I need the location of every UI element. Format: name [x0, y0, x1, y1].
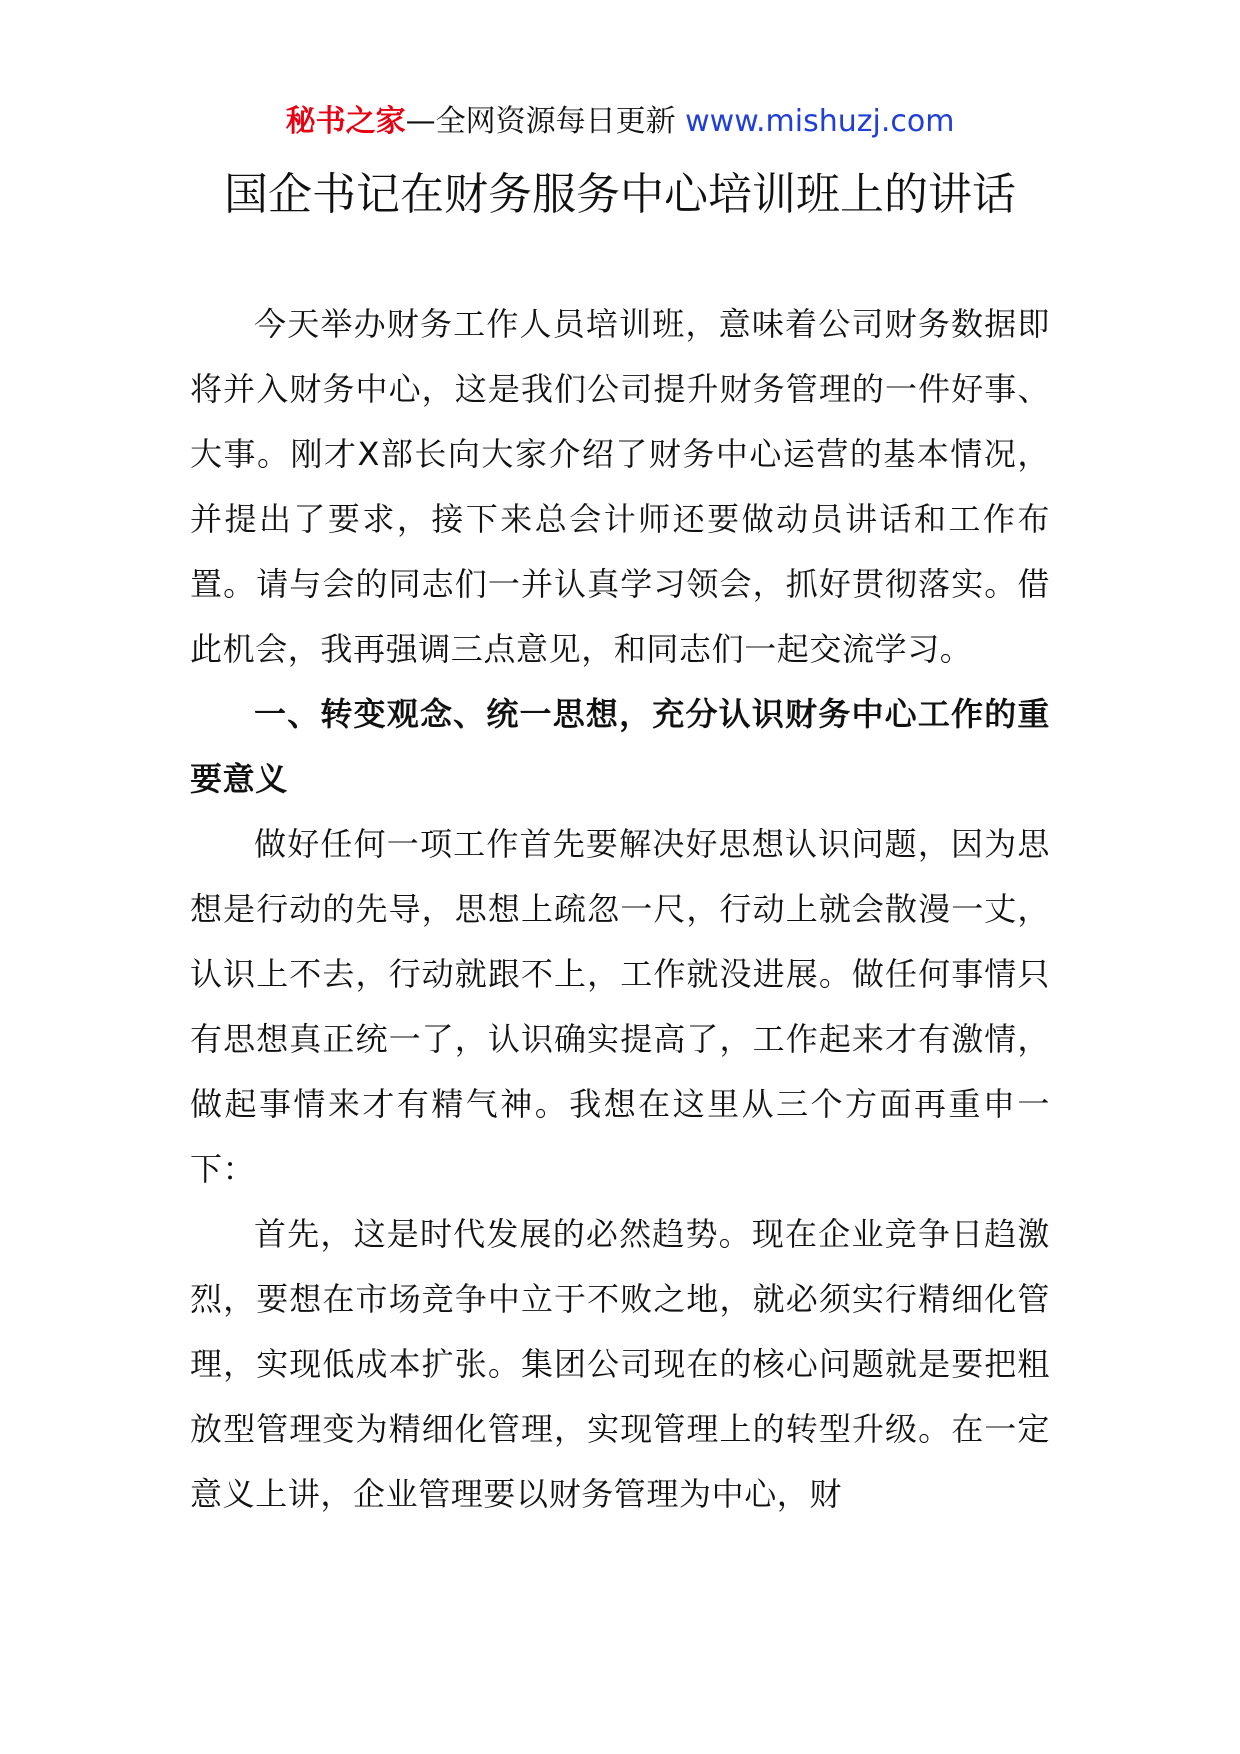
paragraph-thinking: 做好任何一项工作首先要解决好思想认识问题，因为思想是行动的先导，思想上疏忽一尺，行动上就会散漫一丈，认识上不去，行动就跟不上，工作就没进展。做任何事情只有思想真正统一了，认识确实提高了，工作起来才有激情，做起事情来才有精气神。我想在这里从三个方面再重申一下：	[190, 825, 1050, 1188]
section-heading-1: 一、转变观念、统一思想，充分认识财务中心工作的重要意义	[190, 695, 1050, 798]
paragraph-first-point: 首先，这是时代发展的必然趋势。现在企业竞争日趋激烈，要想在市场竞争中立于不败之地，就必须实行精细化管理，实现低成本扩张。集团公司现在的核心问题就是要把粗放型管理变为精细化管理，实现管理上的转型升级。在一定意义上讲，企业管理要以财务管理为中心，财	[190, 1215, 1050, 1513]
site-url-link[interactable]: www.mishuzj.com	[685, 104, 955, 139]
site-header	[0, 98, 1240, 146]
paragraph-intro: 今天举办财务工作人员培训班，意味着公司财务数据即将并入财务中心，这是我们公司提升财务管理的一件好事、大事。刚才X部长向大家介绍了财务中心运营的基本情况，并提出了要求，接下来总会计师还要做动员讲话和工作布置。请与会的同志们一并认真学习领会，抓好贯彻落实。借此机会，我再强调三点意见，和同志们一起交流学习。	[190, 305, 1050, 668]
header-tagline: —全网资源每日更新	[405, 104, 686, 139]
brand-name: 秘书之家	[285, 104, 406, 139]
document-title: 国企书记在财务服务中心培训班上的讲话	[224, 169, 1016, 220]
document-body	[190, 292, 1050, 1527]
